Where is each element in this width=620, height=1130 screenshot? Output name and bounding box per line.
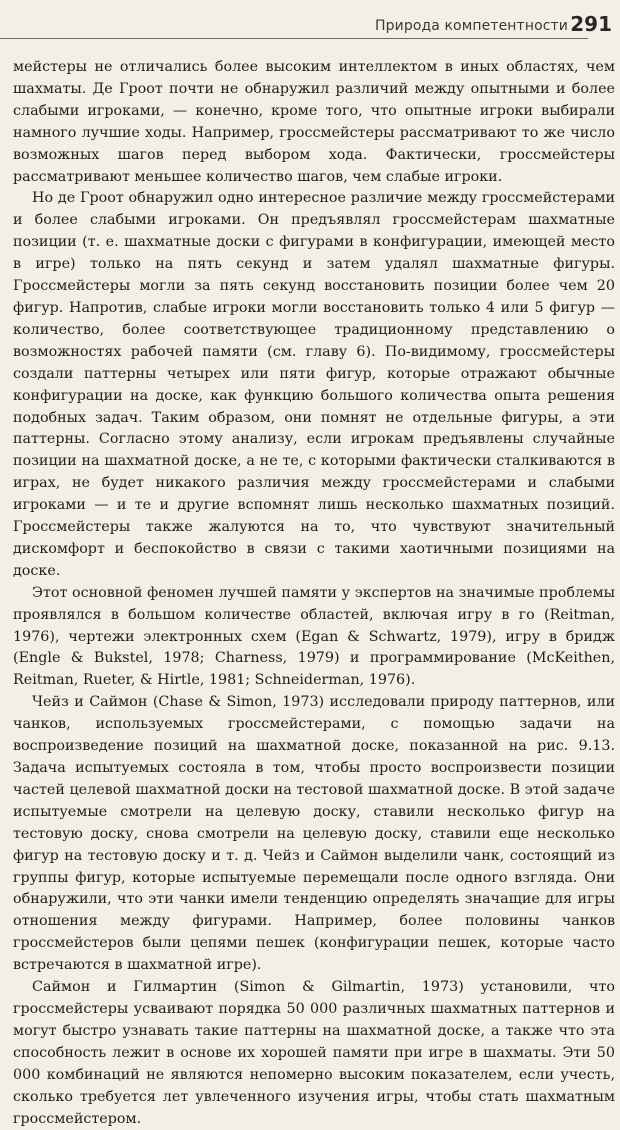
page-header [0,0,620,52]
paragraph-continuation: мейстеры не отличались более высоким интеллектом в иных областях, чем шахматы. Де Гроот почти не обнаружил различий между опытными и более слабыми игроками, — конечно, кроме того, что опытные игроки выбирали намного лучшие ходы. Например, гроссмейстеры рассматривают то же число возможных шагов перед выбором хода. Фактически, гроссмейстеры рассматривают меньшее количество шагов, чем слабые игроки. [13,59,615,185]
paragraph-simon-gilmartin: Саймон и Гилмартин (Simon & Gilmartin, 1973) установили, что гроссмейстеры усваивают порядка 50 000 различных шахматных паттернов и могут быстро узнавать такие паттерны на шахматной доске, а также что эта способность лежит в основе их хорошей памяти при игре в шахматы. Эти 50 000 комбинаций не являются непомерно высоким показателем, если учесть, сколько требуется лет увлеченного изучения игры, чтобы стать шахматным гроссмейстером. [13,979,615,1127]
page-number: 291 [570,12,612,36]
paragraph-de-groot-difference: Но де Гроот обнаружил одно интересное различие между гроссмейстерами и более слабыми игроками. Он предъявлял гроссмейстерам шахматные позиции (т. е. шахматные доски с фигурами в конфигурации, имеющей место в игре) только на пять секунд и затем удалял шахматные фигуры. Гроссмейстеры могли за пять секунд восстановить позиции более чем 20 фигур. Напротив, слабые игроки могли восстановить только 4 или 5 фигур — количество, более соответствующее традиционному представлению о возможностях рабочей памяти (см. главу 6). По-видимому, гроссмейстеры создали паттерны четырех или пяти фигур, которые отражают обычные конфигурации на доске, как функцию большого количества опыта решения подобных задач. Таким образом, они помнят не отдельные фигуры, а эти паттерны. Согласно этому анализу, если игрокам предъявлены случайные позиции на шахматной доске, а не те, с которыми фактически сталкиваются в играх, не будет никакого различия между гроссмейстерами и слабыми игроками — и те и другие вспомнят лишь несколько шахматных позиций. Гроссмейстеры также жалуются на то, что чувствуют значительный дискомфорт и беспокойство в связи с такими хаотичными позициями на доске. [13,190,615,579]
body-text [13,57,615,1130]
header-rule [0,38,588,39]
paragraph-expert-memory-domains: Этот основной феномен лучшей памяти у экспертов на значимые проблемы проявлялся в большом количестве областей, включая игру в го (Reitman, 1976), чертежи электронных схем (Egan & Schwartz, 1979), игру в бридж (Engle & Bukstel, 1978; Charness, 1979) и программирование (McKeithen, Reitman, Rueter, & Hirtle, 1981; Schneiderman, 1976). [13,584,615,689]
paragraph-chase-simon-chunks: Чейз и Саймон (Chase & Simon, 1973) исследовали природу паттернов, или чанков, используемых гроссмейстерами, с помощью задачи на воспроизведение позиций на шахматной доске, показанной на рис. 9.13. Задача испытуемых состояла в том, чтобы просто воспроизвести позиции частей целевой шахматной доски на тестовой шахматной доске. В этой задаче испытуемые смотрели на целевую доску, ставили несколько фигур на тестовую доску, снова смотрели на целевую доску, ставили еще несколько фигур на тестовую доску и т. д. Чейз и Саймон выделили чанк, состоящий из группы фигур, которые испытуемые перемещали после одного взгляда. Они обнаружили, что эти чанки имели тенденцию определять значащие для игры отношения между фигурами. Например, более половины чанков гроссмейстеров были цепями пешек (конфигурации пешек, которые часто встречаются в шахматной игре). [13,694,615,974]
running-title: Природа компетентности [375,18,568,34]
